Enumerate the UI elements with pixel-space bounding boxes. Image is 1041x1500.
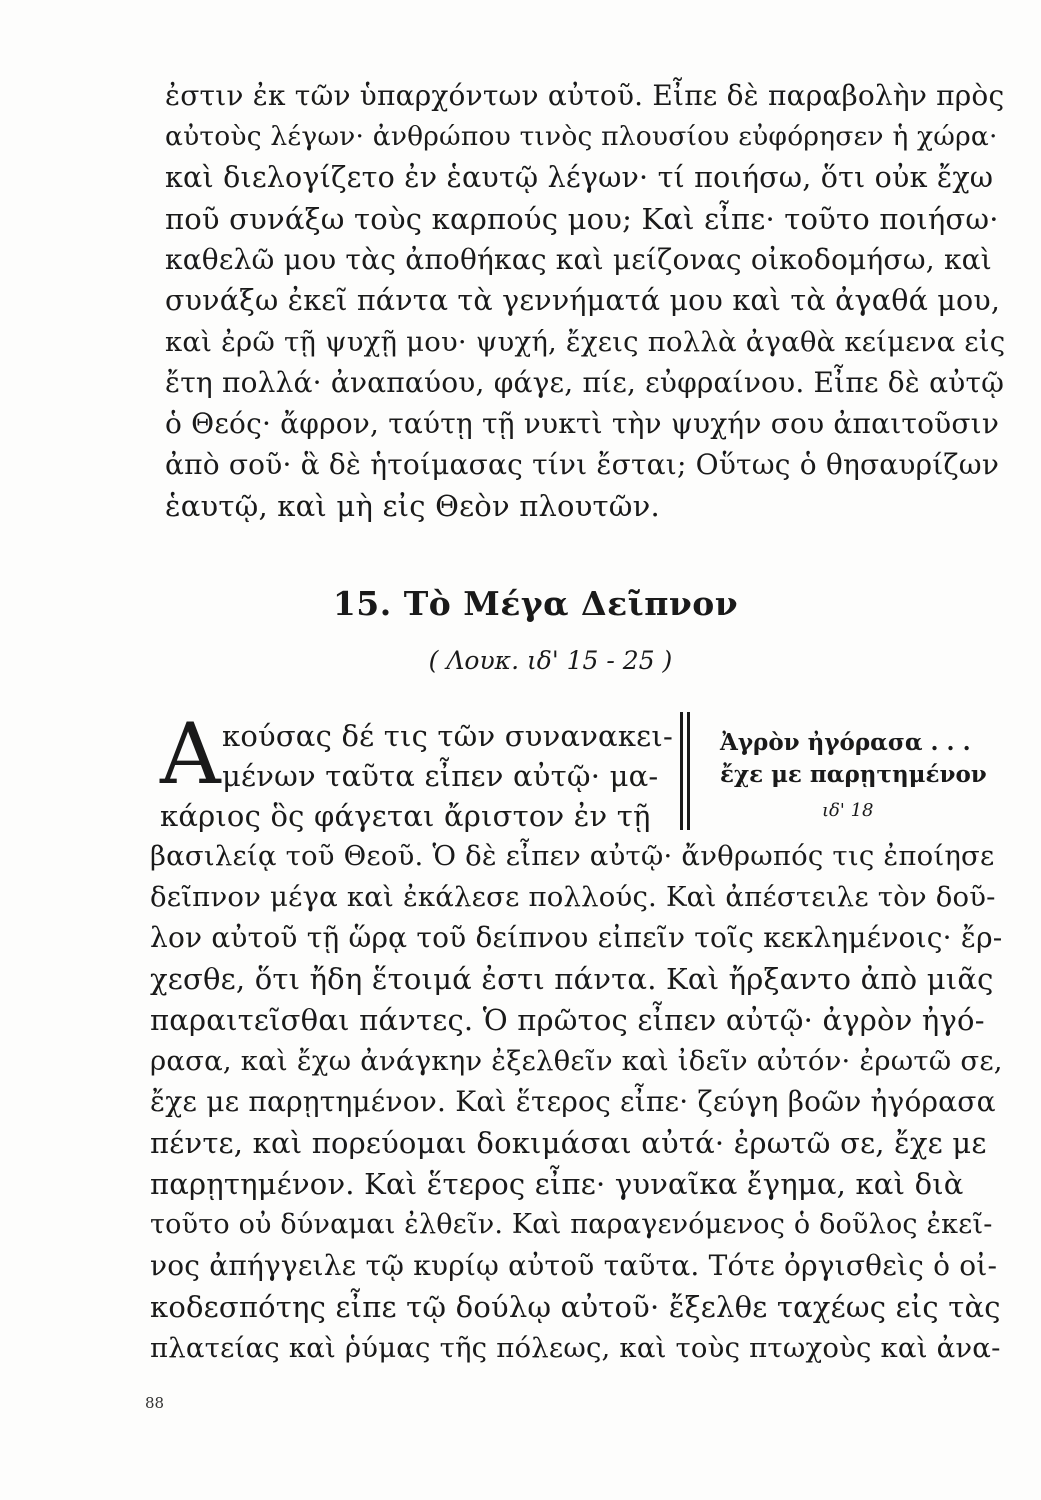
drop-cap: Α bbox=[160, 705, 221, 803]
text-line: καὶ διελογίζετο ἐν ἑαυτῷ λέγων· τί ποιήσω, ὅτι οὐκ ἔχω bbox=[165, 161, 994, 194]
text-line: καθελῶ μου τὰς ἀποθήκας καὶ μείζονας οἰκοδομήσω, καὶ bbox=[165, 243, 992, 276]
text-line: παρῃτημένον. Καὶ ἕτερος εἶπε· γυναῖκα ἔγημα, καὶ διὰ bbox=[150, 1167, 964, 1201]
text-line: πέντε, καὶ πορεύομαι δοκιμάσαι αὐτά· ἐρωτῶ σε, ἔχε με bbox=[150, 1126, 987, 1160]
text-line: συνάξω ἐκεῖ πάντα τὰ γεννήματά μου καὶ τὰ ἀγαθά μου, bbox=[165, 284, 1001, 317]
text-line: αὐτοὺς λέγων· ἀνθρώπου τινὸς πλουσίου εὐφόρησεν ἡ χώρα· bbox=[165, 121, 998, 152]
section-title: 15. Τὸ Μέγα Δεῖπνον bbox=[332, 584, 739, 623]
text-line: πλατείας καὶ ῥύμας τῆς πόλεως, καὶ τοὺς πτωχοὺς καὶ ἀνα- bbox=[150, 1332, 1001, 1364]
sidenote-line: ἔχε με παρῃτημένον bbox=[720, 761, 987, 788]
text-line: νος ἀπήγγειλε τῷ κυρίῳ αὐτοῦ ταῦτα. Τότε ὀργισθεὶς ὁ οἰ- bbox=[150, 1249, 998, 1282]
text-line: παραιτεῖσθαι πάντες. Ὁ πρῶτος εἶπεν αὐτῷ· ἀγρὸν ἠγό- bbox=[150, 1003, 985, 1037]
section-reference: ( Λουκ. ιδ' 15 - 25 ) bbox=[428, 646, 673, 675]
text-line: καὶ ἐρῶ τῇ ψυχῇ μου· ψυχή, ἔχεις πολλὰ ἀγαθὰ κείμενα εἰς bbox=[165, 326, 1006, 358]
dropcap-line: κάριος ὃς φάγεται ἄριστον ἐν τῇ bbox=[160, 799, 651, 833]
page-number: 88 bbox=[145, 1394, 165, 1412]
sidenote-line: Ἀγρὸν ἠγόρασα . . . bbox=[720, 729, 971, 756]
text-line: ἑαυτῷ, καὶ μὴ εἰς Θεὸν πλουτῶν. bbox=[165, 489, 660, 523]
sidenote-reference: ιδ' 18 bbox=[822, 800, 874, 821]
text-line: ἀπὸ σοῦ· ἃ δὲ ἡτοίμασας τίνι ἔσται; Οὕτως ὁ θησαυρίζων bbox=[165, 448, 1000, 481]
sidenote-rule bbox=[687, 712, 690, 830]
text-line: δεῖπνον μέγα καὶ ἐκάλεσε πολλούς. Καὶ ἀπέστειλε τὸν δοῦ- bbox=[150, 881, 996, 913]
text-line: κοδεσπότης εἶπε τῷ δούλῳ αὐτοῦ· ἔξελθε ταχέως εἰς τὰς bbox=[150, 1290, 1001, 1324]
text-line: ἔχε με παρῃτημένον. Καὶ ἕτερος εἶπε· ζεύγη βοῶν ἠγόρασα bbox=[150, 1085, 996, 1118]
sidenote-rule bbox=[680, 712, 683, 830]
dropcap-line: μένων ταῦτα εἶπεν αὐτῷ· μα- bbox=[222, 759, 659, 793]
sidenote bbox=[680, 712, 987, 830]
text-line: ποῦ συνάξω τοὺς καρπούς μου; Καὶ εἶπε· τοῦτο ποιήσω· bbox=[165, 202, 999, 236]
dropcap-line: κούσας δέ τις τῶν συνανακει- bbox=[222, 719, 673, 753]
text-line: χεσθε, ὅτι ἤδη ἕτοιμά ἐστι πάντα. Καὶ ἤρξαντο ἀπὸ μιᾶς bbox=[150, 962, 994, 996]
text-line: τοῦτο οὐ δύναμαι ἐλθεῖν. Καὶ παραγενόμενος ὁ δοῦλος ἐκεῖ- bbox=[150, 1209, 993, 1240]
text-line: ὁ Θεός· ἄφρον, ταύτῃ τῇ νυκτὶ τὴν ψυχήν σου ἀπαιτοῦσιν bbox=[165, 407, 1000, 440]
text-line: ρασα, καὶ ἔχω ἀνάγκην ἐξελθεῖν καὶ ἰδεῖν αὐτόν· ἐρωτῶ σε, bbox=[150, 1045, 1003, 1077]
text-line: ἐστιν ἐκ τῶν ὑπαρχόντων αὐτοῦ. Εἶπε δὲ παραβολὴν πρὸς bbox=[165, 79, 1005, 112]
text-line: λον αὐτοῦ τῇ ὥρᾳ τοῦ δείπνου εἰπεῖν τοῖς κεκλημένοις· ἔρ- bbox=[150, 921, 1003, 954]
text-line: ἔτη πολλά· ἀναπαύου, φάγε, πίε, εὐφραίνου. Εἶπε δὲ αὐτῷ bbox=[165, 366, 1005, 399]
text-line: βασιλείᾳ τοῦ Θεοῦ. Ὁ δὲ εἶπεν αὐτῷ· ἄνθρωπός τις ἐποίησε bbox=[150, 840, 995, 872]
